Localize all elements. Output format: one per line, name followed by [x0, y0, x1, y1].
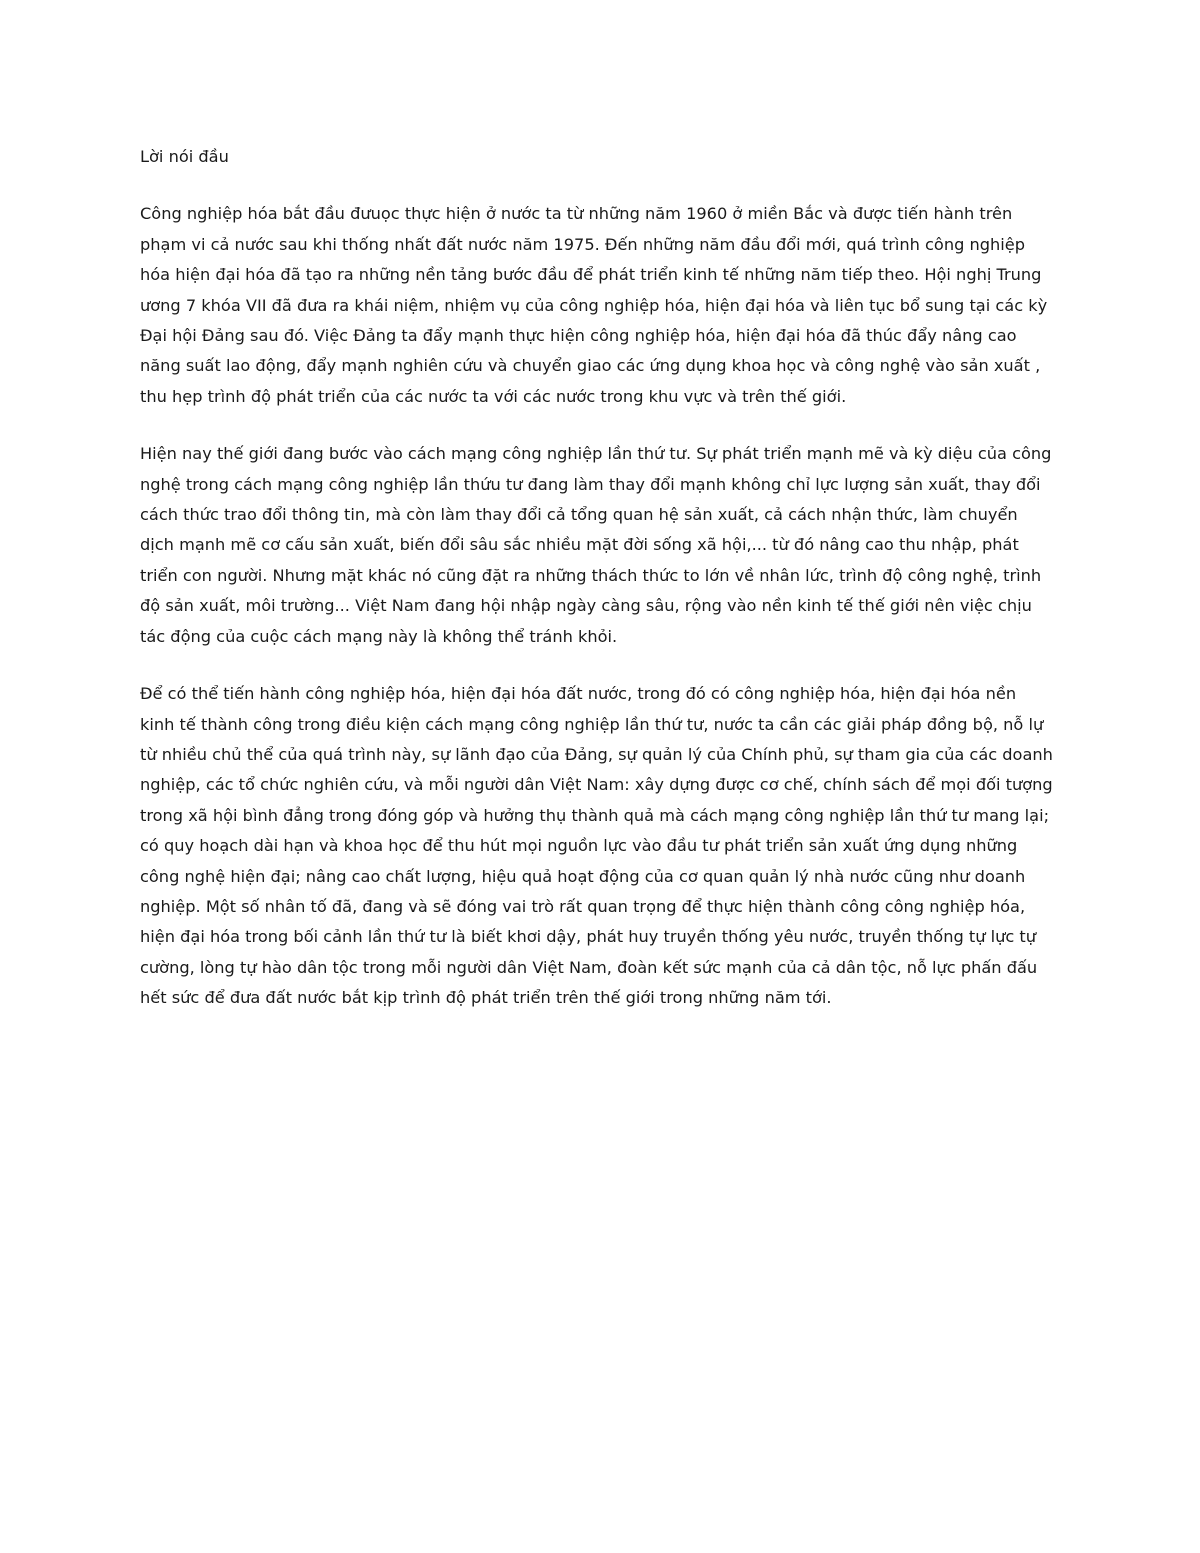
document-title: Lời nói đầu	[140, 147, 229, 166]
paragraph-industrial-revolution: Hiện nay thế giới đang bước vào cách mạng công nghiệp lần thứ tư. Sự phát triển mạnh mẽ và kỳ diệu của công nghệ trong cách mạng công nghiệp lần thứu tư đang làm thay đổi mạnh không chỉ lực lượng sản xuất, thay đổi cách thức trao đổi thông tin, mà còn làm thay đổi cả tổng quan hệ sản xuất, cả cách nhận thức, làm chuyển dịch mạnh mẽ cơ cấu sản xuất, biến đổi sâu sắc nhiều mặt đời sống xã hội,... từ đó nâng cao thu nhập, phát triển con người. Nhưng mặt khác nó cũng đặt ra những thách thức to lớn về nhân lức, trình độ công nghệ, trình độ sản xuất, môi trường... Việt Nam đang hội nhập ngày càng sâu, rộng vào nền kinh tế thế giới nên việc chịu tác động của cuộc cách mạng này là không thể tránh khỏi.	[140, 444, 1052, 646]
document-body	[140, 142, 1055, 1041]
paragraph-solutions: Để có thể tiến hành công nghiệp hóa, hiện đại hóa đất nước, trong đó có công nghiệp hóa, hiện đại hóa nền kinh tế thành công trong điều kiện cách mạng công nghiệp lần thứ tư, nước ta cần các giải pháp đồng bộ, nỗ lự từ nhiều chủ thể của quá trình này, sự lãnh đạo của Đảng, sự quản lý của Chính phủ, sự tham gia của các doanh nghiệp, các tổ chức nghiên cứu, và mỗi người dân Việt Nam: xây dựng được cơ chế, chính sách để mọi đối tượng trong xã hội bình đẳng trong đóng góp và hưởng thụ thành quả mà cách mạng công nghiệp lần thứ tư mang lại; có quy hoạch dài hạn và khoa học để thu hút mọi nguồn lực vào đầu tư phát triển sản xuất ứng dụng những công nghệ hiện đại; nâng cao chất lượng, hiệu quả hoạt động của cơ quan quản lý nhà nước cũng như doanh nghiệp. Một số nhân tố đã, đang và sẽ đóng vai trò rất quan trọng để thực hiện thành công công nghiệp hóa, hiện đại hóa trong bối cảnh lần thứ tư là biết khơi dậy, phát huy truyền thống yêu nước, truyền thống tự lực tự cường, lòng tự hào dân tộc trong mỗi người dân Việt Nam, đoàn kết sức mạnh của cả dân tộc, nỗ lực phấn đấu hết sức để đưa đất nước bắt kịp trình độ phát triển trên thế giới trong những năm tới.	[140, 684, 1053, 1008]
paragraph-intro: Công nghiệp hóa bắt đầu đưuọc thực hiện ở nước ta từ những năm 1960 ở miền Bắc và được tiến hành trên phạm vi cả nước sau khi thống nhất đất nước năm 1975. Đến những năm đầu đổi mới, quá trình công nghiệp hóa hiện đại hóa đã tạo ra những nền tảng bước đầu để phát triển kinh tế những năm tiếp theo. Hội nghị Trung ương 7 khóa VII đã đưa ra khái niệm, nhiệm vụ của công nghiệp hóa, hiện đại hóa và liên tục bổ sung tại các kỳ Đại hội Đảng sau đó. Việc Đảng ta đẩy mạnh thực hiện công nghiệp hóa, hiện đại hóa đã thúc đẩy nâng cao năng suất lao động, đẩy mạnh nghiên cứu và chuyển giao các ứng dụng khoa học và công nghệ vào sản xuất , thu hẹp trình độ phát triển của các nước ta với các nước trong khu vực và trên thế giới.	[140, 204, 1048, 406]
